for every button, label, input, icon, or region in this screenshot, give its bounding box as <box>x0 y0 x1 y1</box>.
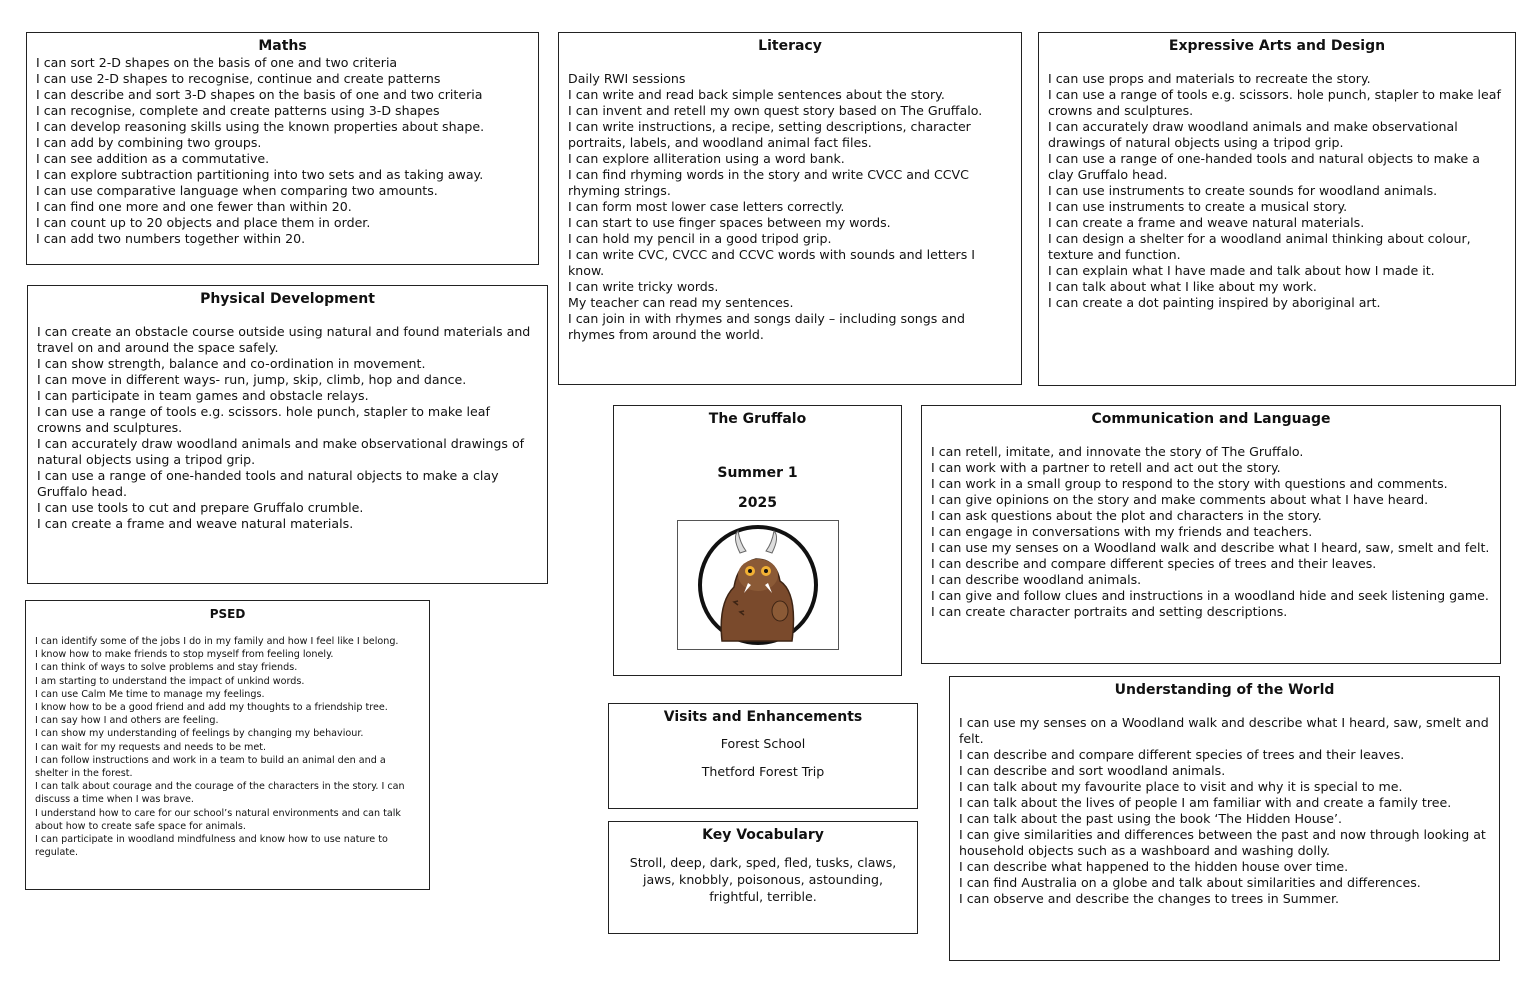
list-item: I can participate in team games and obstacle relays. <box>37 388 369 403</box>
list-item: I can form most lower case letters correctly. <box>568 199 845 214</box>
list-item: I can explain what I have made and talk about how I made it. <box>1048 263 1435 278</box>
gruffalo-image <box>677 520 839 650</box>
list-item: I can use props and materials to recreate the story. <box>1048 71 1371 86</box>
expressive-arts-box <box>1038 32 1516 386</box>
list-item: I can write CVC, CVCC and CCVC words with sounds and letters I know. <box>568 247 975 278</box>
list-item: I can see addition as a commutative. <box>36 151 270 166</box>
visits-box <box>608 703 918 809</box>
list-item: I can talk about the lives of people I am familiar with and create a family tree. <box>959 795 1452 810</box>
list-item: I can accurately draw woodland animals and make observational drawings of natural objects using a tripod grip. <box>37 436 525 467</box>
visits-title: Visits and Enhancements <box>663 709 863 725</box>
list-item: I can use tools to cut and prepare Gruffalo crumble. <box>37 500 364 515</box>
literacy-box <box>558 32 1022 385</box>
list-item: I can recognise, complete and create patterns using 3-D shapes <box>36 103 440 118</box>
physical-development-title: Physical Development <box>200 291 375 307</box>
communication-language-box <box>921 405 1501 664</box>
vocabulary-title: Key Vocabulary <box>702 827 824 843</box>
gruffalo-illustration <box>688 523 828 647</box>
list-item: I am starting to understand the impact of unkind words. <box>35 675 305 687</box>
list-item: I can talk about courage and the courage of the characters in the story. I can discuss a time when I was brave. <box>35 781 405 806</box>
visits-item-forest-school: Forest School <box>720 736 806 751</box>
list-item: I can describe what happened to the hidden house over time. <box>959 859 1349 874</box>
list-item: I can start to use finger spaces between my words. <box>568 215 891 230</box>
list-item: I can engage in conversations with my friends and teachers. <box>931 524 1313 539</box>
list-item: I can design a shelter for a woodland animal thinking about colour, texture and function. <box>1048 231 1471 262</box>
list-item: I can use a range of one-handed tools and natural objects to make a clay Gruffalo head. <box>1048 151 1480 182</box>
list-item: I can observe and describe the changes to trees in Summer. <box>959 891 1339 906</box>
maths-list <box>36 55 529 247</box>
expressive-arts-list <box>1048 71 1506 311</box>
list-item: I can join in with rhymes and songs daily – including songs and rhymes from around the world. <box>568 311 966 342</box>
list-item: I can participate in woodland mindfulness and know how to use nature to regulate. <box>35 834 388 859</box>
list-item: I can create a dot painting inspired by aboriginal art. <box>1048 295 1381 310</box>
topic-box <box>613 405 902 676</box>
list-item: I can identify some of the jobs I do in my family and how I feel like I belong. <box>35 636 399 647</box>
list-item: I can create a frame and weave natural materials. <box>1048 215 1365 230</box>
list-item: I can use instruments to create sounds for woodland animals. <box>1048 183 1438 198</box>
list-item: I can wait for my requests and needs to be met. <box>35 741 267 753</box>
list-item: I can explore subtraction partitioning into two sets and as taking away. <box>36 167 484 182</box>
list-item: I can give similarities and differences between the past and now through looking at household objects such as a washboard and washing dolly. <box>959 827 1486 858</box>
list-item: I can invent and retell my own quest story based on The Gruffalo. <box>568 103 983 118</box>
list-item: I can show my understanding of feelings by changing my behaviour. <box>35 728 364 740</box>
list-item: I can create an obstacle course outside using natural and found materials and travel on and around the space safely. <box>37 324 531 355</box>
list-item: I can use Calm Me time to manage my feelings. <box>35 688 265 700</box>
list-item: I can describe and sort 3-D shapes on the basis of one and two criteria <box>36 87 483 102</box>
list-item: My teacher can read my sentences. <box>568 295 794 310</box>
maths-box <box>26 32 539 265</box>
list-item: I can work with a partner to retell and act out the story. <box>931 460 1281 475</box>
psed-box <box>25 600 430 890</box>
topic-title: The Gruffalo <box>708 411 807 427</box>
topic-year: 2025 <box>738 495 777 511</box>
understanding-world-list <box>959 715 1490 907</box>
list-item: I can talk about what I like about my work. <box>1048 279 1317 294</box>
list-item: I can use my senses on a Woodland walk and describe what I heard, saw, smelt and felt. <box>931 540 1490 555</box>
list-item: I can describe and compare different species of trees and their leaves. <box>959 747 1405 762</box>
list-item: I can find one more and one fewer than within 20. <box>36 199 352 214</box>
list-item: I can think of ways to solve problems and stay friends. <box>35 662 298 674</box>
understanding-world-box <box>949 676 1500 961</box>
list-item: I can add by combining two groups. <box>36 135 262 150</box>
list-item: I can count up to 20 objects and place them in order. <box>36 215 371 230</box>
list-item: I can use a range of tools e.g. scissors. hole punch, stapler to make leaf crowns and sculptures. <box>1048 87 1501 118</box>
list-item: I can use my senses on a Woodland walk and describe what I heard, saw, smelt and felt. <box>959 715 1489 746</box>
list-item: I can show strength, balance and co-ordination in movement. <box>37 356 426 371</box>
list-item: I can create a frame and weave natural materials. <box>37 516 354 531</box>
list-item: Daily RWI sessions <box>568 71 686 86</box>
list-item: I can describe and compare different species of trees and their leaves. <box>931 556 1377 571</box>
list-item: I can use a range of tools e.g. scissors. hole punch, stapler to make leaf crowns and sculptures. <box>37 404 490 435</box>
list-item: I understand how to care for our school’s natural environments and can talk about how to create safe space for animals. <box>35 807 401 832</box>
list-item: I can move in different ways- run, jump, skip, climb, hop and dance. <box>37 372 467 387</box>
list-item: I can hold my pencil in a good tripod grip. <box>568 231 832 246</box>
list-item: I can follow instructions and work in a team to build an animal den and a shelter in the forest. <box>35 754 386 780</box>
list-item: I can retell, imitate, and innovate the story of The Gruffalo. <box>931 444 1304 459</box>
list-item: I know how to be a good friend and add my thoughts to a friendship tree. <box>35 702 388 714</box>
list-item: I can ask questions about the plot and characters in the story. <box>931 508 1322 523</box>
communication-language-title: Communication and Language <box>1091 411 1331 427</box>
list-item: I can use 2-D shapes to recognise, continue and create patterns <box>36 71 441 86</box>
list-item: I know how to make friends to stop myself from feeling lonely. <box>35 649 334 661</box>
topic-term: Summer 1 <box>717 465 798 481</box>
expressive-arts-title: Expressive Arts and Design <box>1168 38 1386 54</box>
list-item: I can give opinions on the story and make comments about what I have heard. <box>931 492 1429 507</box>
list-item: I can talk about the past using the book ‘The Hidden House’. <box>959 811 1343 826</box>
list-item: I can say how I and others are feeling. <box>35 715 219 727</box>
list-item: I can describe woodland animals. <box>931 572 1142 587</box>
literacy-title: Literacy <box>758 38 822 54</box>
list-item: I can find rhyming words in the story and write CVCC and CCVC rhyming strings. <box>568 167 969 198</box>
vocabulary-box <box>608 821 918 934</box>
list-item: I can write and read back simple sentences about the story. <box>568 87 945 102</box>
list-item: I can work in a small group to respond to the story with questions and comments. <box>931 476 1448 491</box>
list-item: I can find Australia on a globe and talk about similarities and differences. <box>959 875 1421 890</box>
vocabulary-text: Stroll, deep, dark, sped, fled, tusks, claws, jaws, knobbly, poisonous, astounding, frightful, terrible. <box>629 855 897 904</box>
list-item: I can use instruments to create a musical story. <box>1048 199 1348 214</box>
list-item: I can describe and sort woodland animals. <box>959 763 1226 778</box>
list-item: I can give and follow clues and instructions in a woodland hide and seek listening game. <box>931 588 1489 603</box>
communication-language-list <box>931 444 1491 620</box>
list-item: I can use comparative language when comparing two amounts. <box>36 183 438 198</box>
literacy-list <box>568 71 1012 343</box>
list-item: I can use a range of one-handed tools and natural objects to make a clay Gruffalo head. <box>37 468 499 499</box>
list-item: I can add two numbers together within 20. <box>36 231 306 246</box>
list-item: I can write instructions, a recipe, setting descriptions, character portraits, labels, and woodland animal fact files. <box>568 119 971 150</box>
understanding-world-title: Understanding of the World <box>1114 682 1335 698</box>
psed-list <box>35 635 420 859</box>
list-item: I can explore alliteration using a word bank. <box>568 151 845 166</box>
physical-development-box <box>27 285 548 584</box>
physical-development-list <box>37 324 538 532</box>
maths-title: Maths <box>258 38 307 54</box>
list-item: I can talk about my favourite place to visit and why it is special to me. <box>959 779 1403 794</box>
visits-item-thetford-trip: Thetford Forest Trip <box>701 764 825 779</box>
list-item: I can develop reasoning skills using the known properties about shape. <box>36 119 485 134</box>
list-item: I can create character portraits and setting descriptions. <box>931 604 1288 619</box>
list-item: I can write tricky words. <box>568 279 719 294</box>
list-item: I can accurately draw woodland animals and make observational drawings of natural objects using a tripod grip. <box>1048 119 1458 150</box>
list-item: I can sort 2-D shapes on the basis of one and two criteria <box>36 55 398 70</box>
psed-title: PSED <box>209 607 246 621</box>
